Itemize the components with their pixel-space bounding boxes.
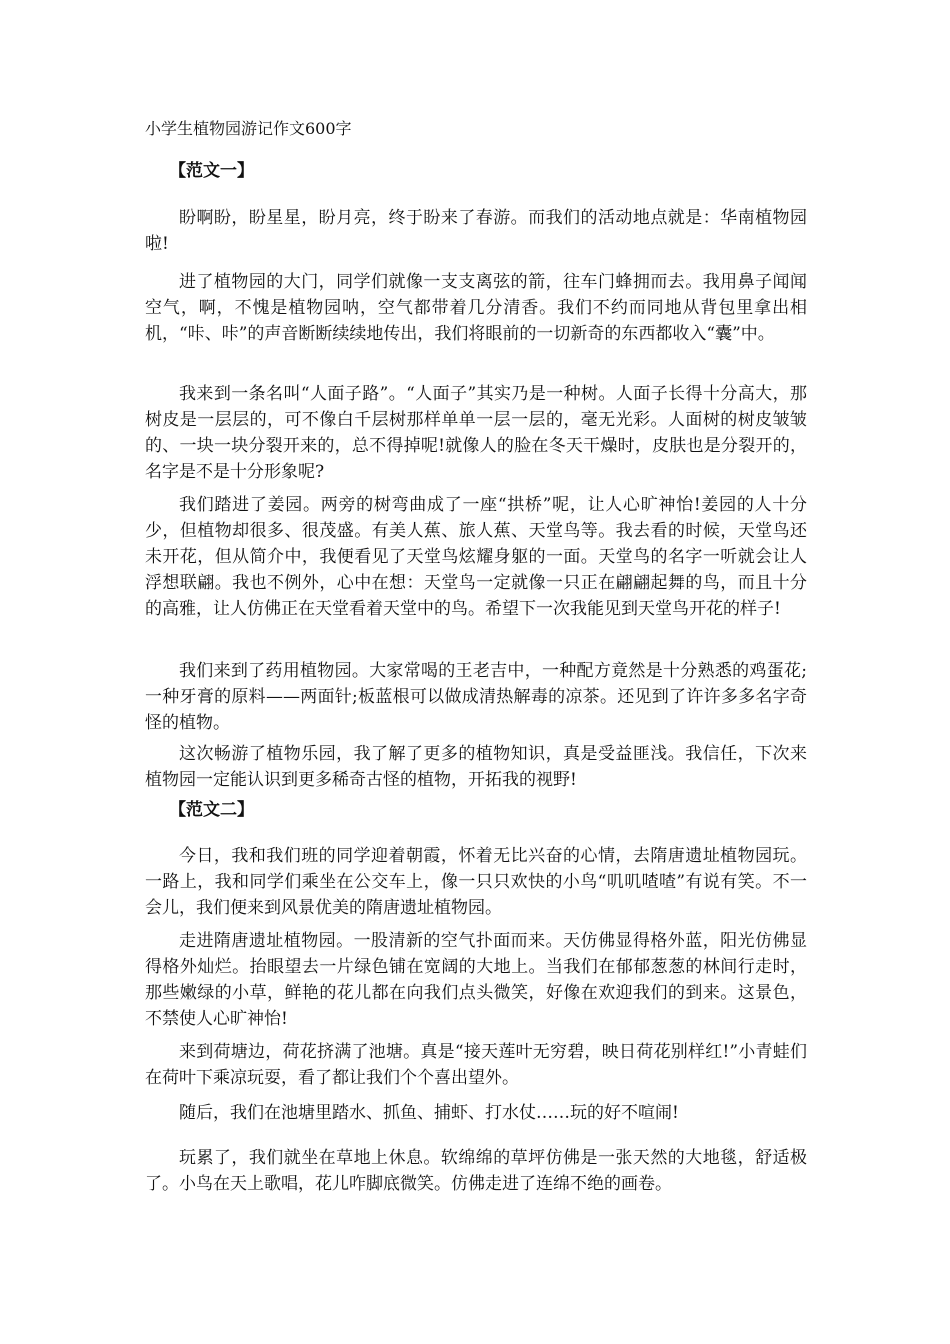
paragraph: 玩累了，我们就坐在草地上休息。软绵绵的草坪仿佛是一张天然的大地毯，舒适极了。小鸟在天上歌唱，花儿咋脚底微笑。仿佛走进了连绵不绝的画卷。 [145, 1148, 807, 1194]
paragraph: 盼啊盼，盼星星，盼月亮，终于盼来了春游。而我们的活动地点就是：华南植物园啦! [145, 208, 807, 254]
paragraph: 进了植物园的大门，同学们就像一支支离弦的箭，往车门蜂拥而去。我用鼻子闻闻空气，啊，不愧是植物园呐，空气都带着几分清香。我们不约而同地从背包里拿出相机，“咔、咔”的声音断断续续地传出，我们将眼前的一切新奇的东西都收入“囊”中。 [145, 272, 807, 344]
paragraph: 我们踏进了姜园。两旁的树弯曲成了一座“拱桥”呢，让人心旷神怡!姜园的人十分少，但植物却很多、很茂盛。有美人蕉、旅人蕉、天堂鸟等。我去看的时候，天堂鸟还未开花，但从简介中，我便看见了天堂鸟炫耀身躯的一面。天堂鸟的名字一听就会让人浮想联翩。我也不例外，心中在想：天堂鸟一定就像一只正在翩翩起舞的鸟，而且十分的高雅，让人仿佛正在天堂看着天堂中的鸟。希望下一次我能见到天堂鸟开花的样子! [145, 495, 807, 619]
document-page [145, 0, 807, 1344]
paragraph: 来到荷塘边，荷花挤满了池塘。真是“接天莲叶无穷碧，映日荷花别样红!”小青蛙们在荷叶下乘凉玩耍，看了都让我们个个喜出望外。 [145, 1042, 807, 1088]
document-title: 小学生植物园游记作文600字 [145, 119, 352, 138]
paragraph: 我来到一条名叫“人面子路”。“人面子”其实乃是一种树。人面子长得十分高大，那树皮是一层层的，可不像白千层树那样单单一层一层的，毫无光彩。人面树的树皮皱皱的、一块一块分裂开来的，总不得掉呢!就像人的脸在冬天干燥时，皮肤也是分裂开的，名字是不是十分形象呢? [145, 384, 807, 482]
paragraph: 今日，我和我们班的同学迎着朝霞，怀着无比兴奋的心情，去隋唐遗址植物园玩。一路上，我和同学们乘坐在公交车上，像一只只欢快的小鸟“叽叽喳喳”有说有笑。不一会儿，我们便来到风景优美的隋唐遗址植物园。 [145, 846, 807, 918]
paragraph: 我们来到了药用植物园。大家常喝的王老吉中，一种配方竟然是十分熟悉的鸡蛋花;一种牙膏的原料——两面针;板蓝根可以做成清热解毒的凉茶。还见到了许许多多名字奇怪的植物。 [145, 661, 807, 733]
section-heading-2: 【范文二】 [169, 800, 254, 820]
paragraph: 走进隋唐遗址植物园。一股清新的空气扑面而来。天仿佛显得格外蓝，阳光仿佛显得格外灿烂。抬眼望去一片绿色铺在宽阔的大地上。当我们在郁郁葱葱的林间行走时，那些嫩绿的小草，鲜艳的花儿都在向我们点头微笑，好像在欢迎我们的到来。这景色，不禁使人心旷神怡! [145, 931, 807, 1029]
section-heading-1: 【范文一】 [169, 161, 254, 181]
paragraph: 这次畅游了植物乐园，我了解了更多的植物知识，真是受益匪浅。我信任，下次来植物园一定能认识到更多稀奇古怪的植物，开拓我的视野! [145, 744, 807, 790]
paragraph: 随后，我们在池塘里踏水、抓鱼、捕虾、打水仗……玩的好不喧闹! [179, 1103, 679, 1123]
